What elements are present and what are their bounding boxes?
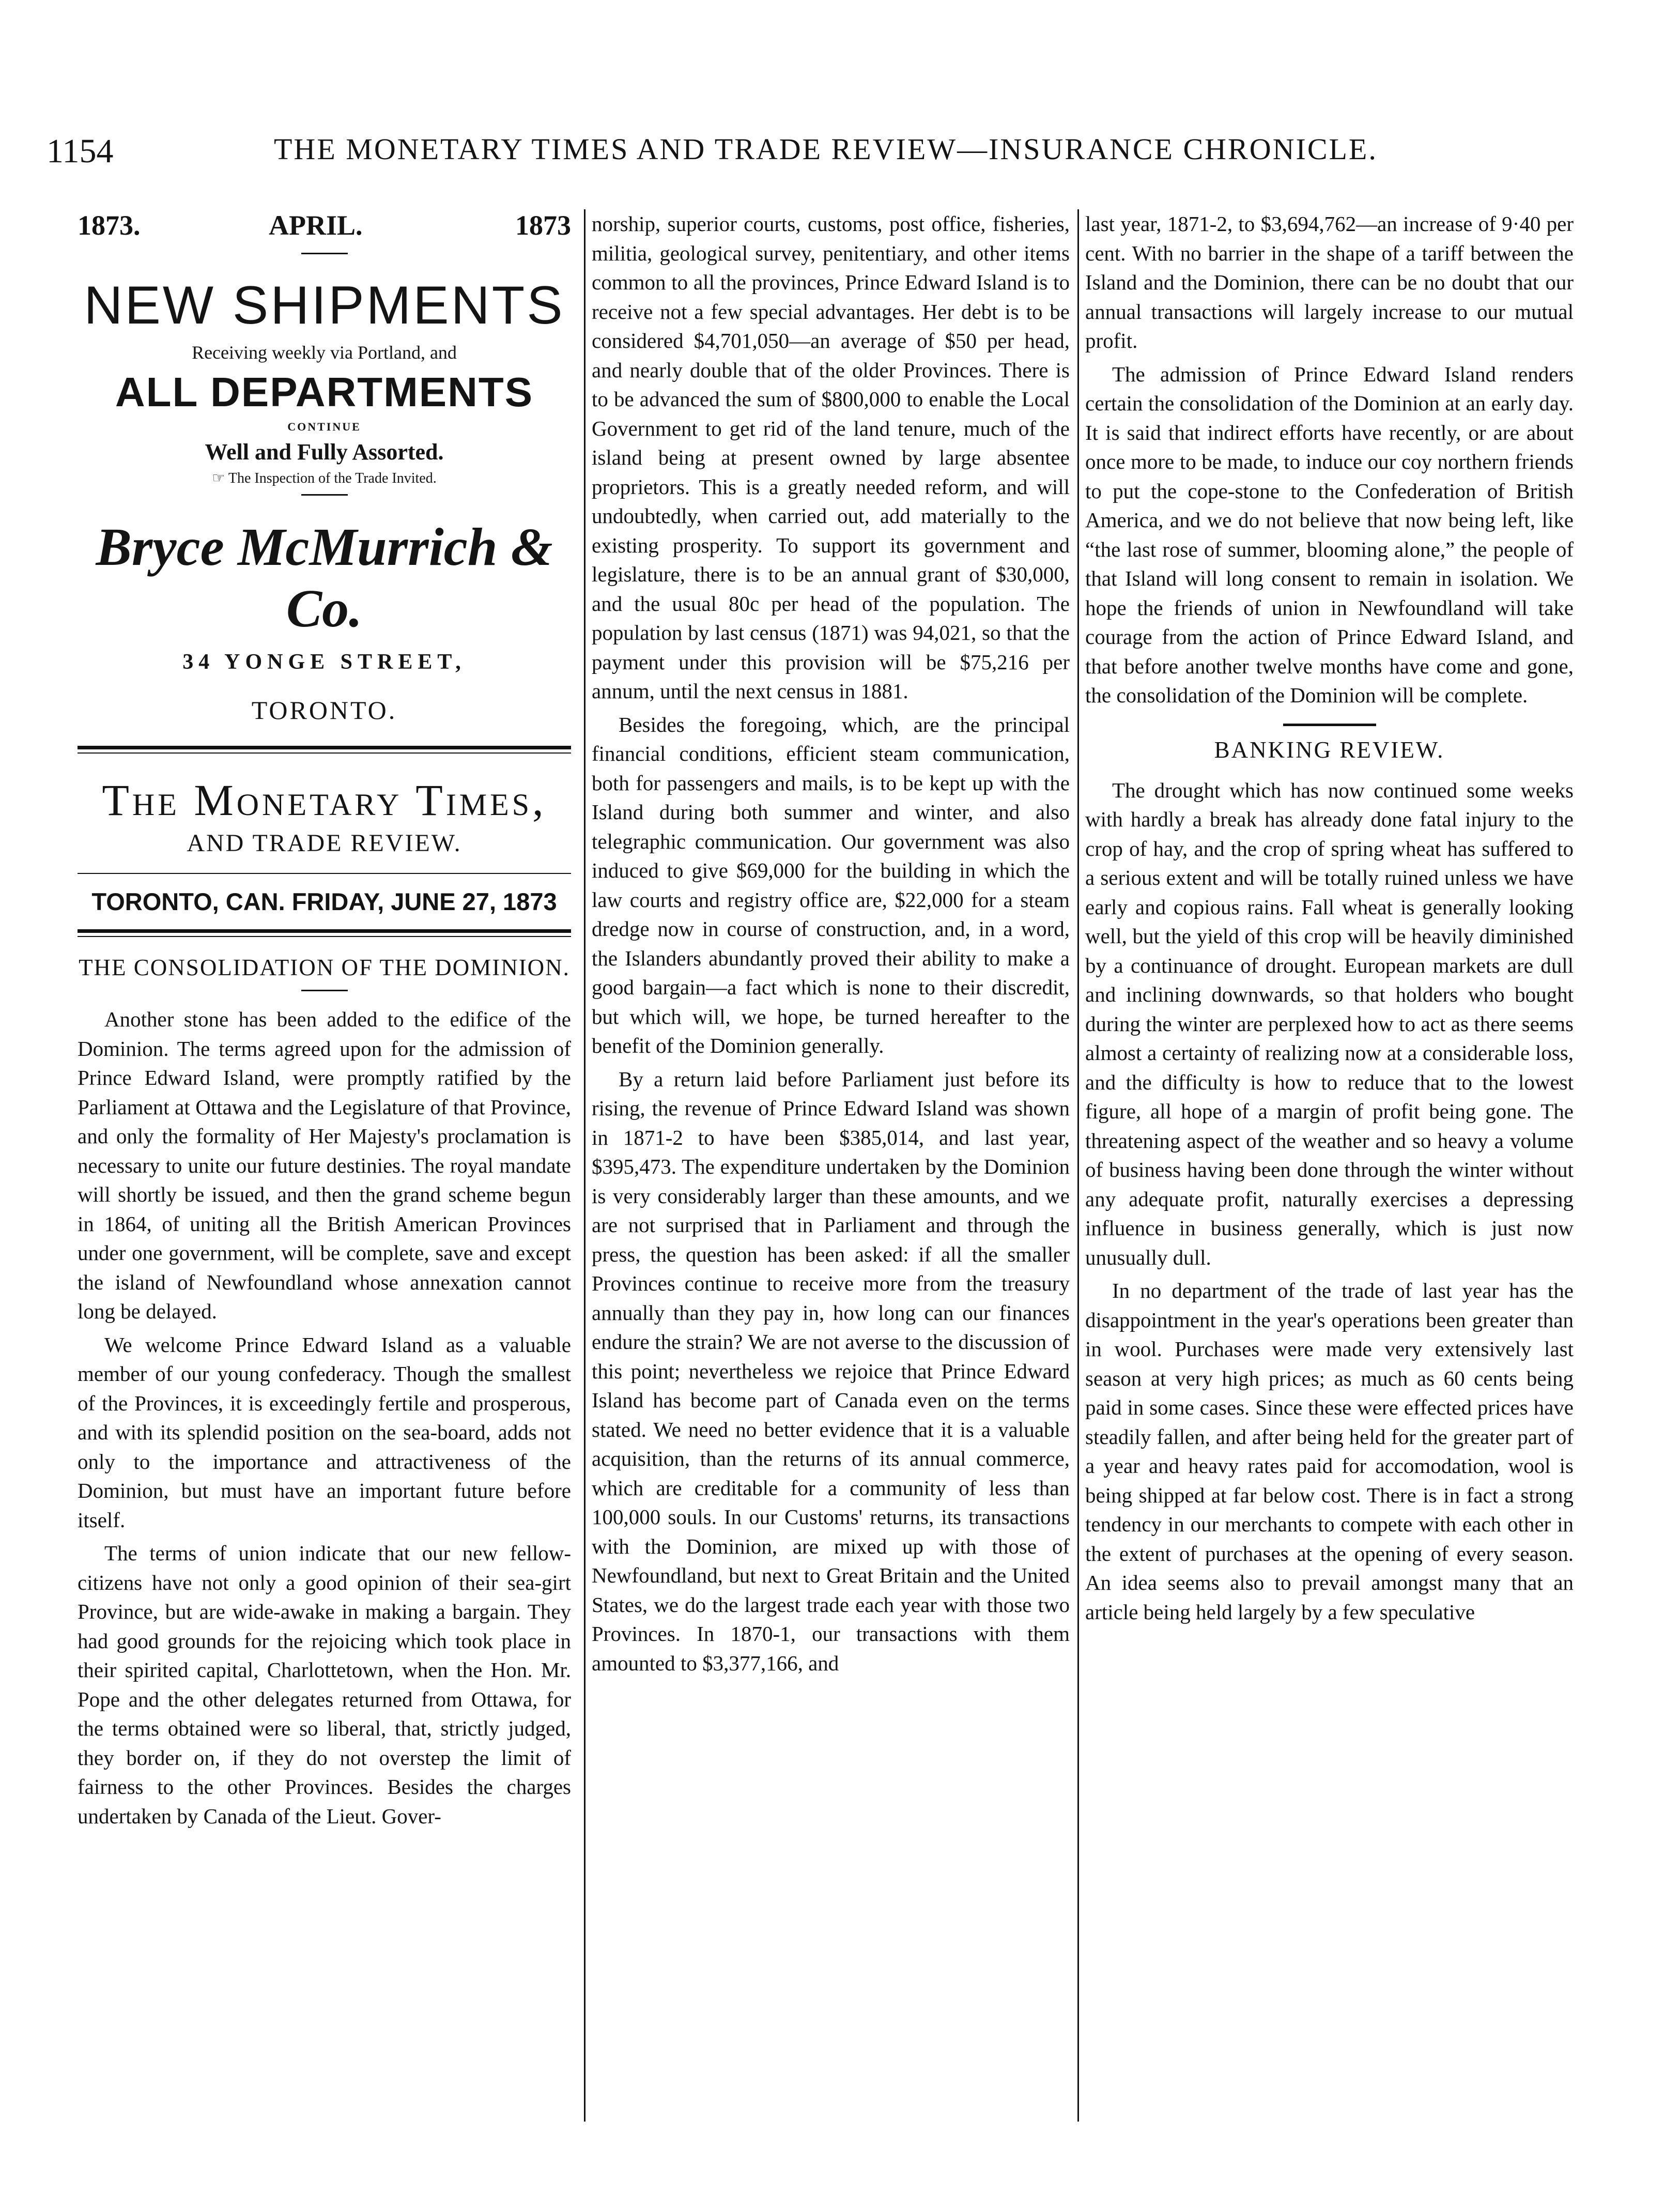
article-paragraph: Besides the foregoing, which, are the principal financial conditions, efficient steam communication, both for passengers and mails, is to be kept up with the Island during both summer and winter, and also telegraphic communication. Our government was also induced to give $69,000 for the building in which the law courts and registry office are, $22,000 for a steam dredge now in course of construction, and, in a word, the Islanders abundantly proved their ability to make a good bargain—a fact which is none to their discredit, but which will, we hope, be turned hereafter to the benefit of the Dominion generally. [592, 712, 1070, 1057]
column-3 [1085, 209, 1574, 1631]
ad-firm-name: Bryce McMurrich & Co. [96, 517, 553, 638]
thick-rule [78, 929, 571, 933]
dateline: TORONTO, CAN. FRIDAY, JUNE 27, 1873 [91, 888, 557, 915]
ad-year-right: 1873 [515, 210, 571, 241]
ad-city: TORONTO. [251, 696, 397, 725]
article-paragraph: The admission of Prince Edward Island renders certain the consolidation of the Dominion at an early day. It is said that indirect efforts have recently, or are about once more to be made, to induce our coy northern friends to put the cope-stone to the Confederation of British America, and we do not believe that now being left, like “the last rose of summer, blooming alone,” the people of that Island will long consent to remain in isolation. We hope the friends of union in Newfoundland will take courage from the action of Prince Edward Island, and that before another twelve months have come and gone, the consolidation of the Dominion will be complete. [1085, 362, 1574, 707]
article-paragraph: In no department of the trade of last year has the disappointment in the year's operations been greater than in wool. Purchases were made very extensively last season at very high prices; as much as 60 cents being paid in some cases. Since these were effected prices have steadily fallen, and after being held for the greater part of a year and heavy rates paid for accomodation, wool is being shipped at far below cost. There is in fact a strong tendency in our merchants to compete with each other in the extent of purchases at the opening of every season. An idea seems also to prevail amongst many that an article being held largely by a few speculative [1085, 1279, 1574, 1624]
article-paragraph: norship, superior courts, customs, post office, fisheries, militia, geological survey, penitentiary, and other items common to all the provinces, Prince Edward Island is to receive not a few special advantages. Her debt is to be considered $4,701,050—an average of $50 per head, and nearly double that of the older Provinces. There is to be advanced the sum of $800,000 to enable the Local Government to get rid of the land tenure, much of the island being at present owned by large absentee proprietors. This is a greatly needed reform, and will undoubtedly, when carried out, add materially to the existing prosperity. To support its government and legislature, there is to be an annual grant of $30,000, and the usual 80c per head of the population. The population by last census (1871) was 94,021, so that the payment under this provision will be $75,216 per annum, until the next census in 1881. [592, 212, 1070, 703]
article-paragraph: Another stone has been added to the edifice of the Dominion. The terms agreed upon for the admission of Prince Edward Island, were promptly ratified by the Parliament at Ottawa and the Legislature of that Province, and only the formality of Her Majesty's proclamation is necessary to unite our future destinies. The royal mandate will shortly be issued, and then the grand scheme begun in 1864, of uniting all the British American Provinces under one government, will be complete, save and except the island of Newfoundland whose annexation cannot long be delayed. [78, 1007, 571, 1323]
column-divider [584, 209, 585, 2122]
article-paragraph: By a return laid before Parliament just before its rising, the revenue of Prince Edward Island was shown in 1871-2 to have been $385,014, and last year, $395,473. The expenditure undertaken by the Dominion is very considerably larger than these amounts, and we are not surprised that in Parliament and through the press, the question has been asked: if all the smaller Provinces continue to receive more from the treasury annually than they pay in, how long can our finances endure the strain? We are not averse to the discussion of this point; nevertheless we rejoice that Prince Edward Island has become part of Canada even on the terms stated. We need no better evidence that it is a valuable acquisition, than the returns of its annual commerce, which are creditable for a community of less than 100,000 souls. In our Customs' returns, its transactions with the Dominion, are mixed up with those of Newfoundland, but next to Great Britain and the United States, we do the largest trade each year with those two Provinces. In 1870-1, our transactions with them amounted to $3,377,166, and [592, 1067, 1070, 1675]
thin-rule [78, 873, 571, 874]
divider [301, 253, 348, 254]
thin-rule [78, 936, 571, 937]
ad-continue: CONTINUE [287, 420, 361, 433]
running-title: THE MONETARY TIMES AND TRADE REVIEW—INSURANCE CHRONICLE. [274, 132, 1378, 166]
article-paragraph: last year, 1871-2, to $3,694,762—an increase of 9·40 per cent. With no barrier in the shape of a tariff between the Island and the Dominion, there can be no doubt that our annual transactions will largely increase to our mutual profit. [1085, 212, 1574, 352]
ad-street: 34 YONGE STREET, [182, 650, 466, 674]
page-header [47, 132, 1431, 178]
column-1 [78, 209, 571, 1835]
article-paragraph: The drought which has now continued some weeks with hardly a break has already done fatal injury to the crop of hay, and the crop of spring wheat has suffered to a serious extent and will be totally ruined unless we have early and copious rains. Fall wheat is generally looking well, but the yield of this crop will be heavily diminished by a continuance of drought. European markets are dull and inclining downwards, so that holders who bought during the winter are perplexed how to act as there seems almost a certainty of realizing now at a considerable loss, and the difficulty is how to reduce that to the lowest figure, all hope of a margin of profit being gone. The threatening aspect of the weather and so heavy a volume of business having been done through the winter without any adequate profit, naturally exercises a depressing influence in business generally, which is just now unusually dull. [1085, 778, 1574, 1269]
article-paragraph: We welcome Prince Edward Island as a valuable member of our young confederacy. Though the smallest of the Provinces, it is exceedingly fertile and prosperous, and with its splendid position on the sea-board, adds not only to the importance and attractiveness of the Dominion, but must have an important future before itself. [78, 1332, 571, 1532]
column-divider [1077, 209, 1079, 2122]
column-2 [592, 209, 1070, 1682]
ad-departments: ALL DEPARTMENTS [115, 369, 534, 415]
masthead-title: The Monetary Times, [102, 775, 547, 825]
ad-date-line [78, 209, 571, 245]
page-number: 1154 [47, 132, 114, 170]
ad-headline: NEW SHIPMENTS [84, 275, 565, 335]
ad-month: APRIL. [269, 210, 363, 241]
thin-rule [78, 752, 571, 754]
divider [301, 494, 348, 496]
ad-year-left: 1873. [78, 210, 141, 241]
masthead-subtitle: AND TRADE REVIEW. [187, 830, 462, 857]
article-paragraph: The terms of union indicate that our new fellow-citizens have not only a good opinion of their sea-girt Province, but are wide-awake in making a bargain. They had good grounds for the rejoicing which took place in their spirited capital, Charlottetown, when the Hon. Mr. Pope and the other delegates returned from Ottawa, for the terms obtained were so liberal, that, strictly judged, they border on, if they do not overstep the limit of fairness to the other Provinces. Besides the charges undertaken by Canada of the Lieut. Gover- [78, 1541, 571, 1828]
ad-receiving: Receiving weekly via Portland, and [192, 342, 457, 363]
thick-rule [78, 746, 571, 749]
ad-inspection: ☞ The Inspection of the Trade Invited. [212, 470, 437, 486]
article-title: THE CONSOLIDATION OF THE DOMINION. [79, 955, 570, 980]
section-title: BANKING REVIEW. [1214, 736, 1445, 763]
divider [1283, 724, 1376, 726]
ad-assorted: Well and Fully Assorted. [205, 439, 444, 465]
divider [301, 990, 348, 991]
